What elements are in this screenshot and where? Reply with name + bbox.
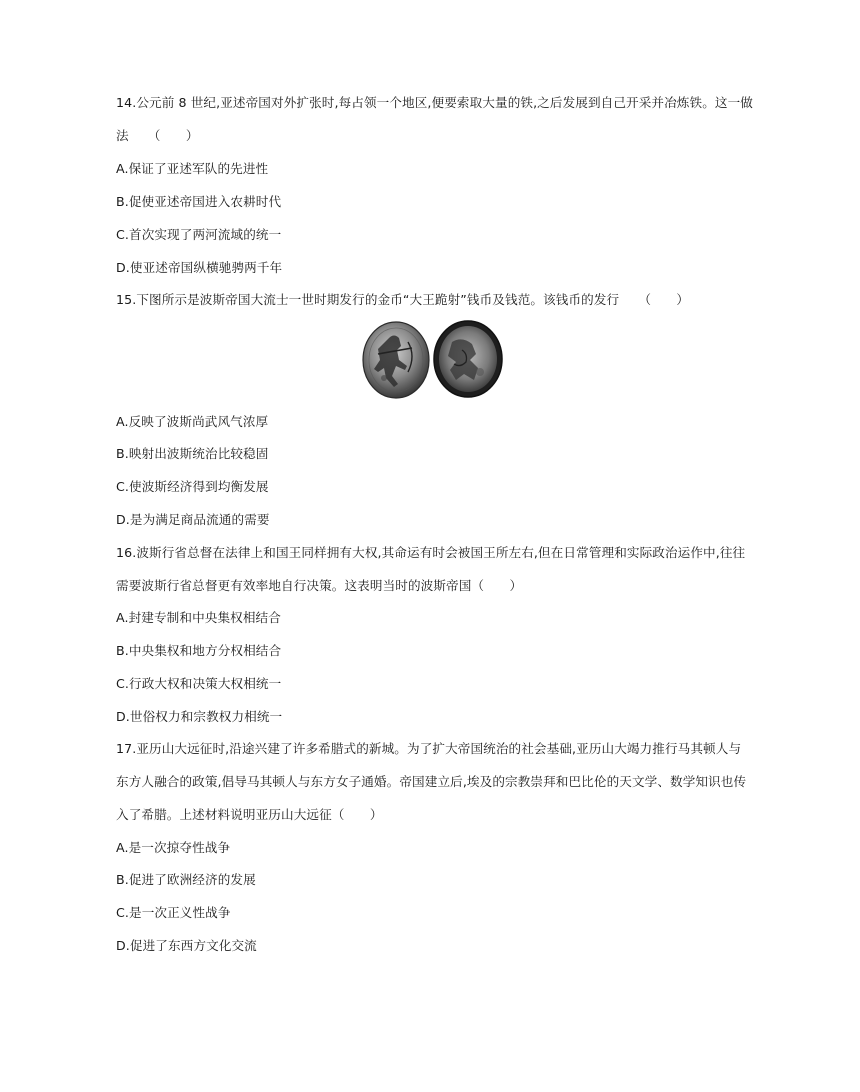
- q14-stem-line-2: 法 （ ）: [116, 128, 199, 143]
- q16-stem-line-2: 需要波斯行省总督更有效率地自行决策。这表明当时的波斯帝国（ ）: [116, 578, 523, 593]
- q14-option-c: C.首次实现了两河流域的统一: [116, 227, 282, 242]
- coin-images-icon: [362, 320, 504, 400]
- q17-stem-line-1: 17.亚历山大远征时,沿途兴建了许多希腊式的新城。为了扩大帝国统治的社会基础,亚历山大竭力推行马其顿人与: [116, 741, 742, 756]
- q16-option-d: D.世俗权力和宗教权力相统一: [116, 709, 283, 724]
- q14-option-a: A.保证了亚述军队的先进性: [116, 161, 269, 176]
- q14-option-d: D.使亚述帝国纵横驰骋两千年: [116, 260, 283, 275]
- q16-option-c: C.行政大权和决策大权相统一: [116, 676, 282, 691]
- q14-option-b: B.促使亚述帝国进入农耕时代: [116, 194, 282, 209]
- q17-option-b: B.促进了欧洲经济的发展: [116, 872, 256, 887]
- q14-stem-line-1: 14.公元前 8 世纪,亚述帝国对外扩张时,每占领一个地区,便要索取大量的铁,之后发展到自己开采并冶炼铁。这一做: [116, 95, 753, 110]
- q15-option-c: C.使波斯经济得到均衡发展: [116, 479, 269, 494]
- q17-option-c: C.是一次正义性战争: [116, 905, 231, 920]
- q16-option-a: A.封建专制和中央集权相结合: [116, 610, 281, 625]
- q16-stem-line-1: 16.波斯行省总督在法律上和国王同样拥有大权,其命运有时会被国王所左右,但在日常管理和实际政治运作中,往往: [116, 545, 746, 560]
- q15-option-a: A.反映了波斯尚武风气浓厚: [116, 414, 269, 429]
- coin-mold: [434, 321, 502, 397]
- coin-obverse: [363, 322, 429, 398]
- q17-stem-line-3: 入了希腊。上述材料说明亚历山大远征（ ）: [116, 807, 383, 822]
- q16-option-b: B.中央集权和地方分权相结合: [116, 643, 282, 658]
- q15-option-d: D.是为满足商品流通的需要: [116, 512, 270, 527]
- q15-option-b: B.映射出波斯统治比较稳固: [116, 446, 269, 461]
- q17-option-a: A.是一次掠夺性战争: [116, 840, 231, 855]
- q15-stem-line-1: 15.下图所示是波斯帝国大流士一世时期发行的金币“大王跪射”钱币及钱范。该钱币的发行 （ ）: [116, 292, 690, 307]
- q17-option-d: D.促进了东西方文化交流: [116, 938, 257, 953]
- q17-stem-line-2: 东方人融合的政策,倡导马其顿人与东方女子通婚。帝国建立后,埃及的宗教崇拜和巴比伦的天文学、数学知识也传: [116, 774, 747, 789]
